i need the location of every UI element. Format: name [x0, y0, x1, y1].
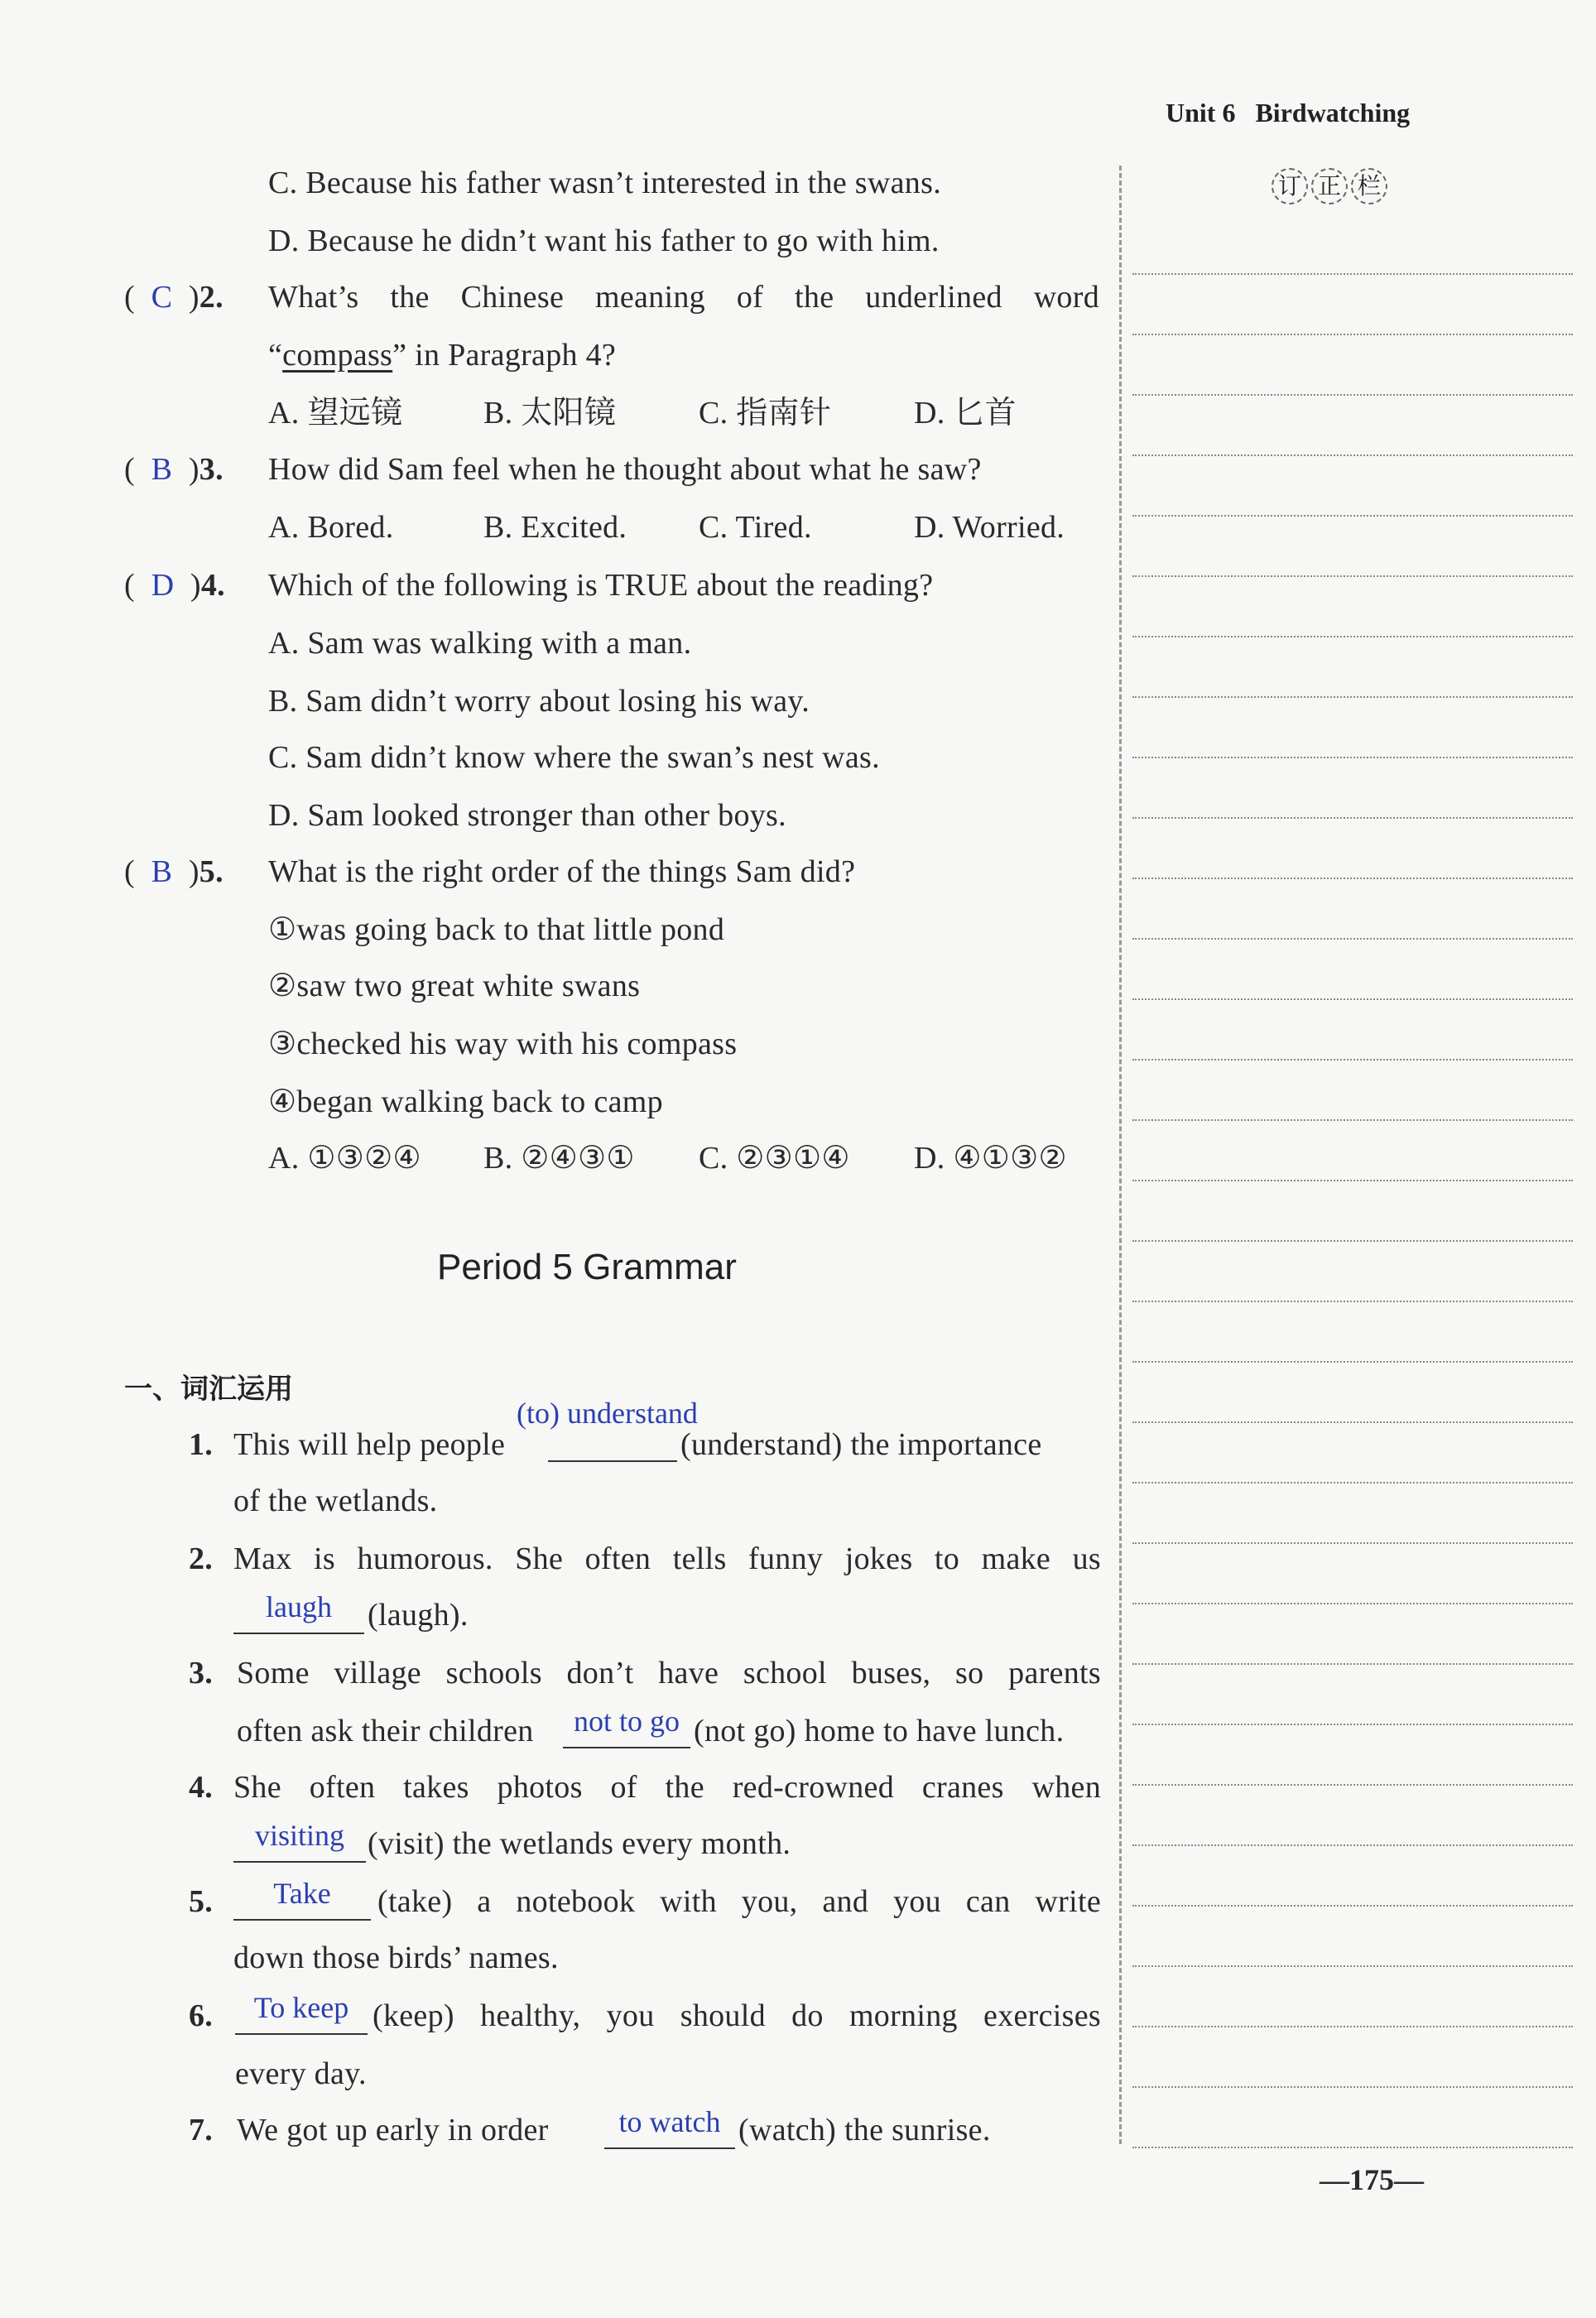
correction-line [1132, 1059, 1573, 1060]
section-heading: 一、词汇运用 [124, 1373, 293, 1406]
vocab-3-answer: not to go [573, 1705, 680, 1738]
correction-line [1132, 1784, 1573, 1786]
q3-option-b: B. Excited. [483, 510, 627, 545]
correction-line [1132, 1905, 1573, 1907]
correction-column-title [1272, 167, 1391, 204]
vocab-5-blank[interactable] [233, 1876, 371, 1921]
vocab-6-post: (keep) healthy, you should do morning exercises [373, 1998, 1101, 2033]
q4-option-b: B. Sam didn’t worry about losing his way. [268, 684, 810, 719]
correction-line [1132, 636, 1573, 637]
unit-label: Unit 6 [1166, 98, 1236, 127]
vocab-7-number: 7. [189, 2113, 214, 2147]
q2-answer: C [151, 280, 173, 315]
vocab-2-line1: Max is humorous. She often tells funny jokes to make us [233, 1541, 1101, 1576]
vocab-1-line2: of the wetlands. [233, 1484, 438, 1518]
vocab-3-pre: often ask their children [237, 1714, 534, 1748]
q5-item-4: ④began walking back to camp [268, 1084, 663, 1119]
q5-answer: B [151, 854, 173, 889]
correction-line [1132, 1965, 1573, 1967]
q5-item-3: ③checked his way with his compass [268, 1027, 738, 1061]
vocab-1-pre: This will help people [233, 1427, 506, 1462]
vocab-6-number: 6. [189, 1998, 214, 2033]
correction-line [1132, 998, 1573, 1000]
period-title: Period 5 Grammar [437, 1247, 737, 1287]
q2-quote-close: ” in Paragraph 4? [392, 338, 617, 373]
correction-line [1132, 1240, 1573, 1242]
q2-quote-open: “ [268, 338, 283, 373]
vocab-7-blank[interactable] [604, 2104, 735, 2149]
correction-line [1132, 1844, 1573, 1846]
vocab-1-blank[interactable] [517, 1397, 698, 1462]
correction-line [1132, 878, 1573, 879]
vocab-7-pre: We got up early in order [237, 2113, 549, 2147]
correction-line [1132, 1542, 1573, 1544]
q4-answer-bracket: ( D )4. [124, 568, 225, 603]
page-number: —175— [1320, 2163, 1424, 2196]
vocab-5-line2: down those birds’ names. [233, 1940, 559, 1975]
q3-number: 3. [199, 452, 224, 487]
q5-option-a: A. ①③②④ [268, 1141, 421, 1176]
correction-line [1132, 1301, 1573, 1302]
correction-line [1132, 394, 1573, 396]
vocab-5-number: 5. [189, 1884, 214, 1919]
correction-char: 正 [1311, 168, 1348, 204]
vocab-6-line2: every day. [235, 2056, 367, 2091]
vocab-2-answer: laugh [266, 1590, 332, 1623]
q1-option-d: D. Because he didn’t want his father to go with him. [268, 224, 940, 258]
q3-option-d: D. Worried. [914, 510, 1065, 545]
correction-line [1132, 938, 1573, 940]
q2-option-a: A. 望远镜 [268, 396, 403, 430]
q5-stem: What is the right order of the things Sam did? [268, 854, 856, 889]
correction-line [1132, 273, 1573, 275]
correction-line [1132, 515, 1573, 517]
unit-header [1166, 98, 1410, 128]
q3-answer-bracket: ( B )3. [124, 452, 224, 487]
vocab-4-number: 4. [189, 1770, 214, 1805]
q5-item-1: ①was going back to that little pond [268, 912, 725, 947]
correction-line [1132, 757, 1573, 758]
vocab-4-line1: She often takes photos of the red-crowned cranes when [233, 1770, 1101, 1805]
vocab-3-line1: Some village schools don’t have school buses, so parents [237, 1656, 1101, 1690]
q2-option-d: D. 匕首 [914, 396, 1017, 430]
correction-line [1132, 575, 1573, 577]
q2-option-c: C. 指南针 [699, 396, 832, 430]
q2-answer-bracket: ( C )2. [124, 280, 224, 315]
correction-line [1132, 454, 1573, 456]
vocab-2-number: 2. [189, 1541, 214, 1576]
q1-option-c: C. Because his father wasn’t interested in the swans. [268, 166, 941, 200]
q4-option-d: D. Sam looked stronger than other boys. [268, 798, 786, 833]
underlined-word: compass [282, 338, 393, 373]
q4-option-a: A. Sam was walking with a man. [268, 626, 692, 661]
q3-option-a: A. Bored. [268, 510, 394, 545]
vocab-3-blank[interactable] [563, 1704, 690, 1748]
correction-line [1132, 1603, 1573, 1604]
vocab-1-post: (understand) the importance [680, 1427, 1042, 1462]
q5-option-c: C. ②③①④ [699, 1141, 850, 1176]
q4-answer: D [151, 568, 175, 603]
correction-line [1132, 696, 1573, 698]
q2-number: 2. [199, 280, 224, 315]
q2-stem-line1: What’s the Chinese meaning of the underlined word [268, 280, 1099, 315]
correction-char: 订 [1272, 168, 1308, 204]
correction-line [1132, 1180, 1573, 1181]
correction-line [1132, 1724, 1573, 1725]
q3-option-c: C. Tired. [699, 510, 812, 545]
vocab-2-post: (laugh). [368, 1598, 469, 1633]
correction-line [1132, 1482, 1573, 1484]
q4-stem: Which of the following is TRUE about the reading? [268, 568, 934, 603]
vocab-7-answer: to watch [618, 2105, 721, 2138]
vocab-3-number: 3. [189, 1656, 214, 1690]
vocab-3-post: (not go) home to have lunch. [694, 1714, 1065, 1748]
correction-char: 栏 [1351, 168, 1387, 204]
vocab-7-post: (watch) the sunrise. [738, 2113, 991, 2147]
correction-line [1132, 1361, 1573, 1363]
q4-number: 4. [200, 568, 225, 603]
q5-number: 5. [199, 854, 224, 889]
q3-stem: How did Sam feel when he thought about what he saw? [268, 452, 982, 487]
q3-answer: B [151, 452, 173, 487]
q2-option-b: B. 太阳镜 [483, 396, 617, 430]
vocab-4-blank[interactable] [233, 1818, 366, 1863]
correction-line [1132, 1421, 1573, 1423]
correction-line [1132, 2026, 1573, 2027]
correction-line [1132, 817, 1573, 819]
vocab-1-number: 1. [189, 1427, 214, 1462]
correction-line [1132, 1663, 1573, 1665]
q5-answer-bracket: ( B )5. [124, 854, 224, 889]
vocab-6-answer: To keep [253, 1991, 349, 2024]
vocab-4-answer: visiting [254, 1819, 345, 1852]
vocab-5-post: (take) a notebook with you, and you can write [377, 1884, 1101, 1919]
vocab-2-blank[interactable] [233, 1589, 364, 1634]
correction-line [1132, 2147, 1573, 2148]
q5-option-b: B. ②④③① [483, 1141, 635, 1176]
q5-item-2: ②saw two great white swans [268, 969, 641, 1003]
q4-option-c: C. Sam didn’t know where the swan’s nest was. [268, 740, 880, 775]
q5-option-d: D. ④①③② [914, 1141, 1067, 1176]
vocab-4-post: (visit) the wetlands every month. [368, 1826, 791, 1861]
unit-title: Birdwatching [1255, 98, 1411, 127]
vocab-1-answer: (to) understand [517, 1397, 698, 1430]
q2-stem-line2 [268, 336, 616, 374]
vocab-5-answer: Take [273, 1877, 331, 1910]
vocab-6-blank[interactable] [235, 1990, 368, 2035]
correction-line [1132, 1119, 1573, 1121]
correction-line [1132, 2086, 1573, 2088]
correction-line [1132, 334, 1573, 335]
column-divider [1119, 166, 1122, 2144]
